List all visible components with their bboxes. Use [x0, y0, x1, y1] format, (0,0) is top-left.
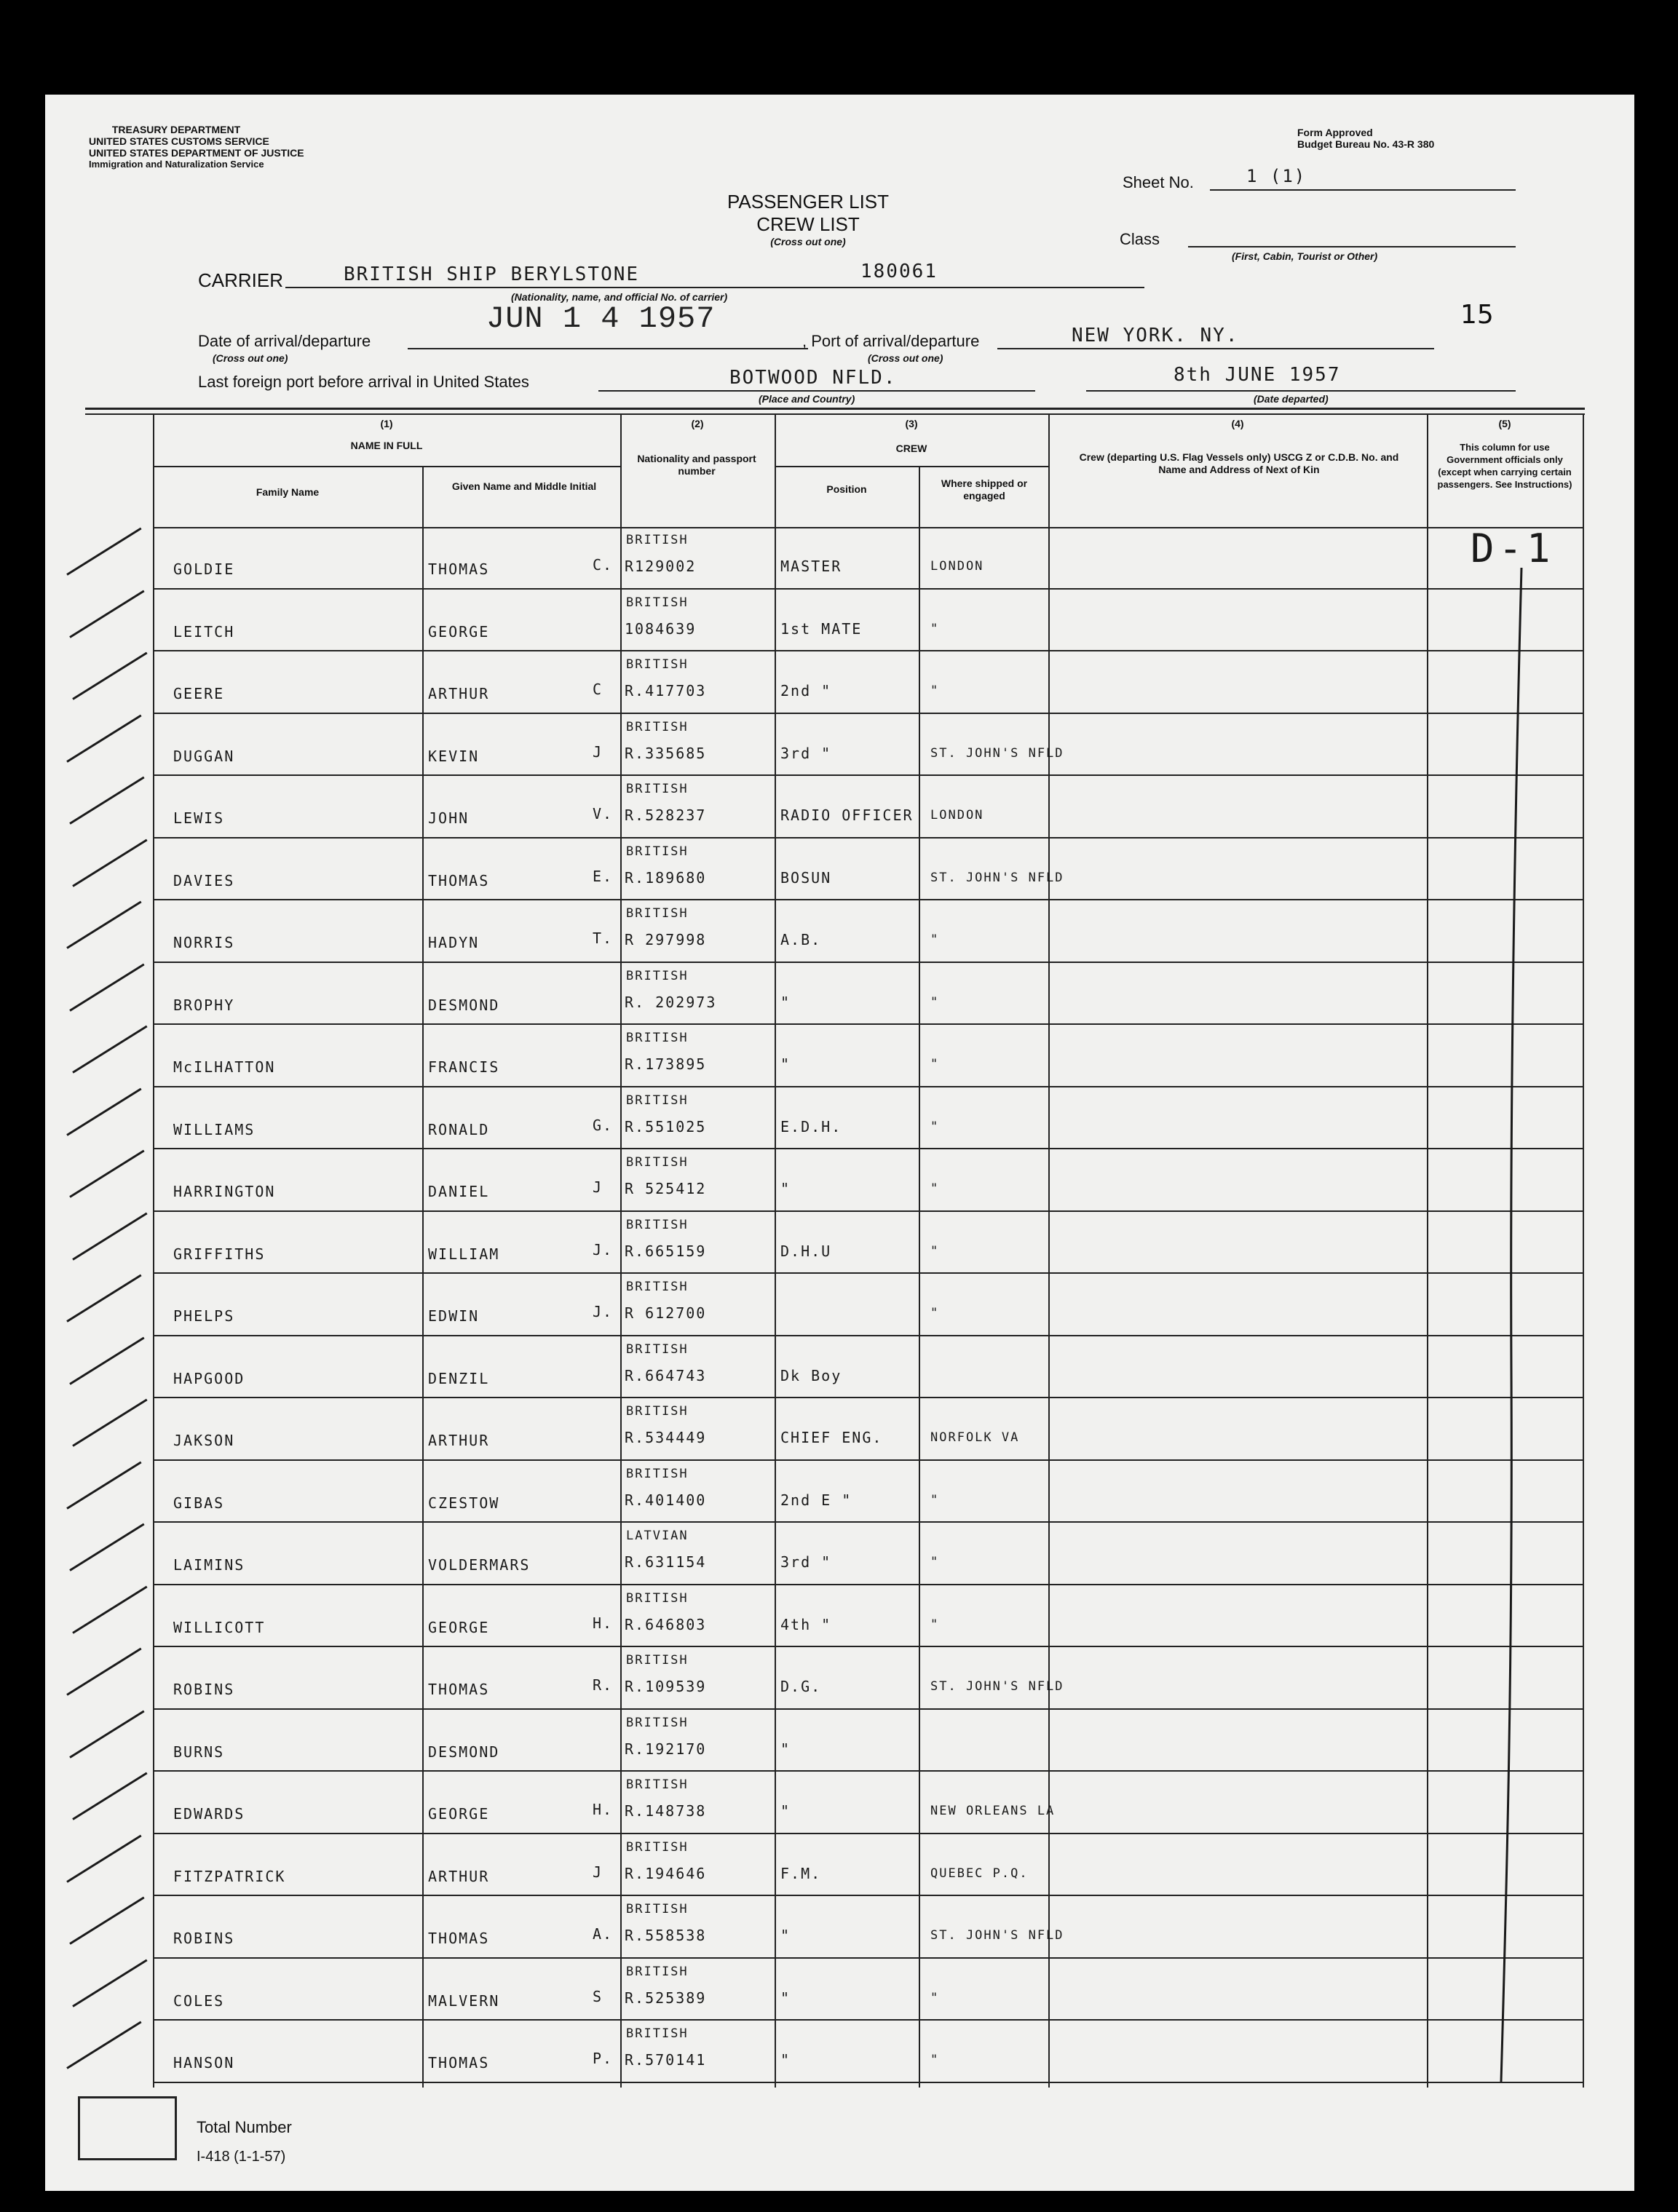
- table-row: [45, 1398, 1634, 1461]
- table-row: [45, 1336, 1634, 1399]
- agency-line: TREASURY DEPARTMENT: [111, 124, 241, 135]
- form-number: I-418 (1-1-57): [197, 2149, 286, 2165]
- family-name-cell: WILLICOTT: [173, 1618, 266, 1636]
- shipped-cell: NORFOLK VA: [930, 1430, 1020, 1445]
- class-label: Class: [1120, 230, 1160, 248]
- cross-out-hint: (Cross out one): [770, 236, 846, 247]
- carrier-hint: (Nationality, name, and official No. of carrier): [511, 291, 728, 303]
- position-cell: 3rd ": [780, 1553, 832, 1571]
- shipped-cell: ": [930, 1119, 940, 1134]
- family-name-cell: FITZPATRICK: [173, 1867, 286, 1885]
- position-cell: 2nd E ": [780, 1491, 852, 1509]
- page-number: 15: [1460, 300, 1494, 330]
- position-cell: D.G.: [780, 1678, 822, 1695]
- family-name-cell: DAVIES: [173, 871, 235, 889]
- nationality-cell: BRITISH: [626, 719, 689, 734]
- passport-cell: R.646803: [625, 1615, 707, 1633]
- family-name-cell: BROPHY: [173, 996, 235, 1014]
- checkmark-icon: [66, 1648, 141, 1696]
- checkmark-icon: [69, 590, 144, 638]
- given-name-cell: RONALD: [428, 1120, 490, 1138]
- nationality-cell: BRITISH: [626, 595, 689, 610]
- passport-cell: R.534449: [625, 1429, 707, 1446]
- official-marker-line: [1494, 568, 1537, 2096]
- table-row: [45, 1834, 1634, 1897]
- family-name-cell: BURNS: [173, 1743, 225, 1761]
- table-row: [45, 900, 1634, 963]
- given-name-cell: THOMAS: [428, 1681, 490, 1698]
- checkmark-icon: [72, 839, 147, 887]
- table-row: [45, 1959, 1634, 2021]
- nationality-cell: BRITISH: [626, 1777, 689, 1792]
- shipped-header: Where shipped or engaged: [941, 477, 1028, 502]
- initial-cell: S: [593, 1987, 603, 2005]
- family-name-cell: LEITCH: [173, 622, 235, 641]
- family-name-cell: GEERE: [173, 685, 225, 702]
- shipped-cell: ST. JOHN'S NFLD: [930, 1679, 1064, 1694]
- passport-cell: R 612700: [625, 1304, 707, 1322]
- nationality-cell: BRITISH: [626, 533, 689, 547]
- table-row: [45, 1025, 1634, 1087]
- checkmark-icon: [66, 1087, 141, 1135]
- table-row: [45, 839, 1634, 901]
- passport-cell: R.401400: [625, 1491, 707, 1509]
- family-name-cell: ROBINS: [173, 1930, 235, 1947]
- checkmark-icon: [72, 1585, 147, 1633]
- checkmark-icon: [69, 1710, 144, 1758]
- initial-cell: G.: [593, 1116, 614, 1134]
- passport-cell: R.148738: [625, 1802, 707, 1820]
- nationality-cell: BRITISH: [626, 968, 689, 983]
- checkmark-icon: [69, 1523, 144, 1571]
- family-name-cell: HAPGOOD: [173, 1369, 245, 1387]
- position-cell: ": [780, 1180, 791, 1197]
- nationality-cell: BRITISH: [626, 1404, 689, 1419]
- position-cell: ": [780, 1055, 791, 1073]
- checkmark-icon: [69, 777, 144, 825]
- nationality-cell: BRITISH: [626, 1964, 689, 1979]
- passport-cell: R.189680: [625, 868, 707, 887]
- passport-cell: R.192170: [625, 1740, 707, 1758]
- col5-title: This column for use Government officials only (except when carrying certain passengers. See Instructions): [1437, 442, 1572, 490]
- table-row: [45, 1212, 1634, 1275]
- shipped-cell: LONDON: [930, 808, 984, 822]
- nationality-cell: BRITISH: [626, 1093, 689, 1108]
- list-title: [706, 191, 910, 247]
- table-row: [45, 1585, 1634, 1648]
- family-name-cell: JAKSON: [173, 1432, 235, 1449]
- initial-cell: H.: [593, 1614, 614, 1632]
- position-cell: Dk Boy: [780, 1366, 842, 1384]
- col5-number: (5): [1498, 418, 1511, 429]
- passport-cell: R.665159: [625, 1242, 707, 1260]
- shipped-cell: ": [930, 1555, 940, 1569]
- given-name-cell: THOMAS: [428, 2054, 490, 2072]
- checkmark-icon: [66, 2021, 141, 2069]
- position-header: Position: [826, 483, 867, 495]
- checkmark-icon: [72, 1399, 147, 1447]
- table-row: [45, 1647, 1634, 1710]
- given-name-cell: THOMAS: [428, 1930, 490, 1947]
- arrival-cross-hint: (Cross out one): [213, 352, 288, 364]
- shipped-cell: LONDON: [930, 559, 984, 574]
- date-departed-value: 8th JUNE 1957: [1174, 364, 1341, 386]
- given-name-cell: ARTHUR: [428, 1432, 490, 1449]
- nationality-cell: BRITISH: [626, 1590, 689, 1606]
- shipped-cell: ": [930, 1492, 940, 1507]
- position-cell: ": [780, 1927, 791, 1944]
- checkmark-icon: [69, 1150, 144, 1198]
- checkmark-icon: [72, 1959, 147, 2007]
- given-name-cell: VOLDERMARS: [428, 1556, 531, 1574]
- family-name-cell: ROBINS: [173, 1681, 235, 1698]
- initial-cell: J.: [593, 1303, 614, 1320]
- passport-cell: R.525389: [625, 1989, 707, 2007]
- table-row: [45, 1523, 1634, 1585]
- manifest-sheet: [45, 95, 1634, 2191]
- initial-cell: E.: [593, 867, 614, 885]
- table-row: [45, 2021, 1634, 2083]
- nationality-cell: BRITISH: [626, 657, 689, 672]
- checkmark-icon: [66, 714, 141, 762]
- table-row: [45, 1087, 1634, 1150]
- given-name-cell: ARTHUR: [428, 685, 490, 702]
- given-name-cell: GEORGE: [428, 622, 490, 641]
- given-name-cell: DESMOND: [428, 1743, 500, 1761]
- crew-rows: [45, 527, 1634, 2092]
- col4-number: (4): [1231, 418, 1244, 429]
- total-number-label: Total Number: [197, 2118, 292, 2136]
- checkmark-icon: [72, 1212, 147, 1260]
- initial-cell: J.: [593, 1240, 614, 1258]
- table-row: [45, 1274, 1634, 1336]
- table-row: [45, 714, 1634, 777]
- initial-cell: J: [593, 1863, 603, 1881]
- position-cell: RADIO OFFICER: [780, 806, 914, 824]
- port-cross-hint: (Cross out one): [868, 352, 943, 364]
- last-port-value: BOTWOOD NFLD.: [729, 367, 897, 389]
- given-name-cell: DENZIL: [428, 1369, 490, 1387]
- nationality-cell: BRITISH: [626, 844, 689, 859]
- table-row: [45, 1896, 1634, 1959]
- col3-number: (3): [905, 418, 918, 429]
- shipped-cell: ": [930, 683, 940, 698]
- checkmark-icon: [72, 1772, 147, 1820]
- position-cell: 3rd ": [780, 744, 832, 762]
- passport-cell: R.570141: [625, 2051, 707, 2069]
- crew-list-title: CREW LIST: [756, 213, 860, 235]
- arrival-label: Date of arrival/departure: [198, 332, 371, 350]
- given-name-cell: JOHN: [428, 809, 470, 827]
- initial-cell: J: [593, 1178, 603, 1196]
- given-name-cell: GEORGE: [428, 1618, 490, 1636]
- checkmark-icon: [69, 1336, 144, 1384]
- family-name-cell: HANSON: [173, 2054, 235, 2072]
- checkmark-icon: [69, 963, 144, 1011]
- passport-cell: R129002: [625, 558, 697, 575]
- nationality-cell: BRITISH: [626, 906, 689, 921]
- passport-cell: R.551025: [625, 1117, 707, 1135]
- shipped-cell: ": [930, 1990, 940, 2005]
- given-name-cell: DESMOND: [428, 996, 500, 1014]
- nationality-cell: BRITISH: [626, 1653, 689, 1668]
- passport-cell: R 525412: [625, 1180, 707, 1197]
- given-name-cell: HADYN: [428, 934, 480, 951]
- nationality-cell: BRITISH: [626, 1341, 689, 1357]
- port-label: , Port of arrival/departure: [802, 332, 980, 350]
- nationality-cell: BRITISH: [626, 2026, 689, 2041]
- initial-cell: J: [593, 742, 603, 761]
- family-name-cell: DUGGAN: [173, 747, 235, 765]
- last-port-label: Last foreign port before arrival in United States: [198, 373, 529, 391]
- passport-cell: R.109539: [625, 1678, 707, 1695]
- family-name-cell: EDWARDS: [173, 1805, 245, 1823]
- checkmark-icon: [66, 1461, 141, 1509]
- initial-cell: H.: [593, 1801, 614, 1818]
- position-cell: E.D.H.: [780, 1117, 842, 1135]
- agency-line: UNITED STATES DEPARTMENT OF JUSTICE: [89, 147, 304, 159]
- shipped-cell: NEW ORLEANS LA: [930, 1804, 1056, 1818]
- passport-cell: R.335685: [625, 744, 707, 762]
- nationality-cell: BRITISH: [626, 1155, 689, 1170]
- position-cell: ": [780, 2051, 791, 2069]
- shipped-cell: ": [930, 1306, 940, 1320]
- given-name-cell: WILLIAM: [428, 1245, 500, 1263]
- agency-line: Immigration and Naturalization Service: [89, 159, 264, 170]
- carrier-number: 180061: [860, 261, 938, 282]
- table-row: [45, 1461, 1634, 1523]
- shipped-cell: ": [930, 2053, 940, 2067]
- position-cell: 2nd ": [780, 682, 832, 699]
- nationality-cell: BRITISH: [626, 1280, 689, 1294]
- family-name-cell: HARRINGTON: [173, 1183, 276, 1200]
- family-name-cell: PHELPS: [173, 1307, 235, 1325]
- given-name-header: Given Name and Middle Initial: [451, 480, 597, 492]
- table-row: [45, 776, 1634, 839]
- family-name-cell: NORRIS: [173, 934, 235, 951]
- budget-bureau-text: Budget Bureau No. 43-R 380: [1297, 138, 1435, 150]
- table-row: [45, 651, 1634, 714]
- passport-cell: 1084639: [625, 619, 697, 638]
- position-cell: ": [780, 1802, 791, 1820]
- family-name-cell: LAIMINS: [173, 1556, 245, 1574]
- form-approved-text: Form Approved: [1297, 127, 1373, 138]
- family-name-cell: WILLIAMS: [173, 1120, 256, 1138]
- passport-cell: R 297998: [625, 931, 707, 948]
- nationality-header: Nationality and passport number: [637, 453, 756, 477]
- shipped-cell: ": [930, 621, 940, 636]
- position-cell: ": [780, 1740, 791, 1758]
- checkmark-icon: [66, 901, 141, 949]
- class-hint: (First, Cabin, Tourist or Other): [1232, 250, 1378, 262]
- shipped-cell: QUEBEC P.Q.: [930, 1866, 1029, 1881]
- carrier-value: BRITISH SHIP BERYLSTONE: [344, 263, 640, 285]
- table-row: [45, 1772, 1634, 1834]
- table-row: [45, 527, 1634, 590]
- position-cell: BOSUN: [780, 868, 832, 887]
- nationality-cell: BRITISH: [626, 1031, 689, 1045]
- table-row: [45, 1149, 1634, 1212]
- table-row: [45, 590, 1634, 652]
- nationality-cell: BRITISH: [626, 782, 689, 796]
- checkmark-icon: [72, 652, 147, 700]
- port-value: NEW YORK. NY.: [1072, 325, 1239, 346]
- family-name-cell: GOLDIE: [173, 560, 235, 578]
- position-cell: ": [780, 1989, 791, 2007]
- col4-title: Crew (departing U.S. Flag Vessels only) USCG Z or C.D.B. No. and Name and Address of Next of Kin: [1079, 451, 1399, 475]
- checkmark-icon: [66, 1275, 141, 1323]
- nationality-cell: BRITISH: [626, 1902, 689, 1916]
- initial-cell: C: [593, 681, 603, 698]
- passport-cell: R.528237: [625, 806, 707, 824]
- family-name-cell: GIBAS: [173, 1494, 225, 1512]
- shipped-cell: ": [930, 932, 940, 947]
- crew-table: [45, 408, 1634, 2191]
- passport-cell: R.631154: [625, 1553, 707, 1571]
- agency-line: UNITED STATES CUSTOMS SERVICE: [89, 135, 269, 147]
- col3-title: CREW: [895, 443, 927, 454]
- checkmark-icon: [66, 528, 141, 576]
- initial-cell: R.: [593, 1676, 614, 1694]
- sheet-label: Sheet No.: [1123, 173, 1194, 191]
- position-cell: D.H.U: [780, 1242, 832, 1260]
- checkmark-icon: [66, 1834, 141, 1882]
- family-name-cell: LEWIS: [173, 809, 225, 827]
- sheet-value: 1 (1): [1246, 166, 1307, 186]
- family-name-cell: GRIFFITHS: [173, 1245, 266, 1263]
- initial-cell: V.: [593, 805, 614, 822]
- initial-cell: T.: [593, 929, 614, 947]
- official-annotation: D-1: [1471, 526, 1555, 571]
- nationality-cell: BRITISH: [626, 1715, 689, 1730]
- given-name-cell: FRANCIS: [428, 1058, 500, 1076]
- passport-cell: R.417703: [625, 682, 707, 699]
- nationality-cell: BRITISH: [626, 1839, 689, 1855]
- given-name-cell: GEORGE: [428, 1805, 490, 1823]
- family-name-header: Family Name: [256, 486, 320, 498]
- family-name-cell: COLES: [173, 1991, 225, 2010]
- given-name-cell: EDWIN: [428, 1307, 480, 1325]
- col1-number: (1): [380, 418, 393, 429]
- col1-title: NAME IN FULL: [350, 440, 423, 451]
- shipped-cell: ": [930, 1057, 940, 1071]
- given-name-cell: CZESTOW: [428, 1494, 500, 1512]
- initial-cell: C.: [593, 556, 614, 574]
- checkmark-icon: [69, 1897, 144, 1945]
- arrival-date-stamp: JUN 1 4 1957: [486, 301, 716, 336]
- nationality-cell: BRITISH: [626, 1466, 689, 1481]
- shipped-cell: ": [930, 994, 940, 1010]
- shipped-cell: ST. JOHN'S NFLD: [930, 1928, 1064, 1943]
- nationality-cell: LATVIAN: [626, 1529, 689, 1543]
- shipped-cell: ST. JOHN'S NFLD: [930, 870, 1064, 885]
- passport-cell: R.664743: [625, 1366, 707, 1384]
- family-name-cell: McILHATTON: [173, 1058, 276, 1076]
- shipped-cell: ": [930, 1617, 940, 1632]
- initial-cell: P.: [593, 2050, 614, 2067]
- given-name-cell: THOMAS: [428, 560, 490, 578]
- passenger-list-title: PASSENGER LIST: [727, 191, 890, 213]
- table-row: [45, 1710, 1634, 1772]
- position-cell: A.B.: [780, 931, 822, 948]
- given-name-cell: KEVIN: [428, 747, 480, 765]
- checkmark-icon: [72, 1026, 147, 1074]
- total-number-box: [78, 2096, 177, 2160]
- position-cell: ": [780, 993, 791, 1011]
- shipped-cell: ST. JOHN'S NFLD: [930, 745, 1064, 761]
- position-cell: MASTER: [780, 558, 842, 575]
- given-name-cell: MALVERN: [428, 1991, 500, 2010]
- position-cell: CHIEF ENG.: [780, 1429, 883, 1446]
- passport-cell: R. 202973: [625, 993, 717, 1011]
- passport-cell: R.558538: [625, 1927, 707, 1944]
- position-cell: F.M.: [780, 1864, 822, 1882]
- shipped-cell: ": [930, 1243, 940, 1258]
- shipped-cell: ": [930, 1181, 940, 1196]
- date-departed-hint: (Date departed): [1254, 393, 1329, 405]
- passport-cell: R.173895: [625, 1055, 707, 1073]
- position-cell: 4th ": [780, 1615, 832, 1633]
- form-approval: [1297, 127, 1434, 150]
- given-name-cell: ARTHUR: [428, 1867, 490, 1885]
- given-name-cell: DANIEL: [428, 1183, 490, 1200]
- carrier-label: CARRIER: [198, 269, 284, 291]
- passport-cell: R.194646: [625, 1864, 707, 1882]
- col2-number: (2): [691, 418, 704, 429]
- given-name-cell: THOMAS: [428, 871, 490, 889]
- last-port-hint: (Place and Country): [759, 393, 855, 405]
- table-row: [45, 963, 1634, 1026]
- agency-block: [89, 124, 304, 170]
- initial-cell: A.: [593, 1925, 614, 1943]
- nationality-cell: BRITISH: [626, 1217, 689, 1232]
- position-cell: 1st MATE: [780, 619, 863, 638]
